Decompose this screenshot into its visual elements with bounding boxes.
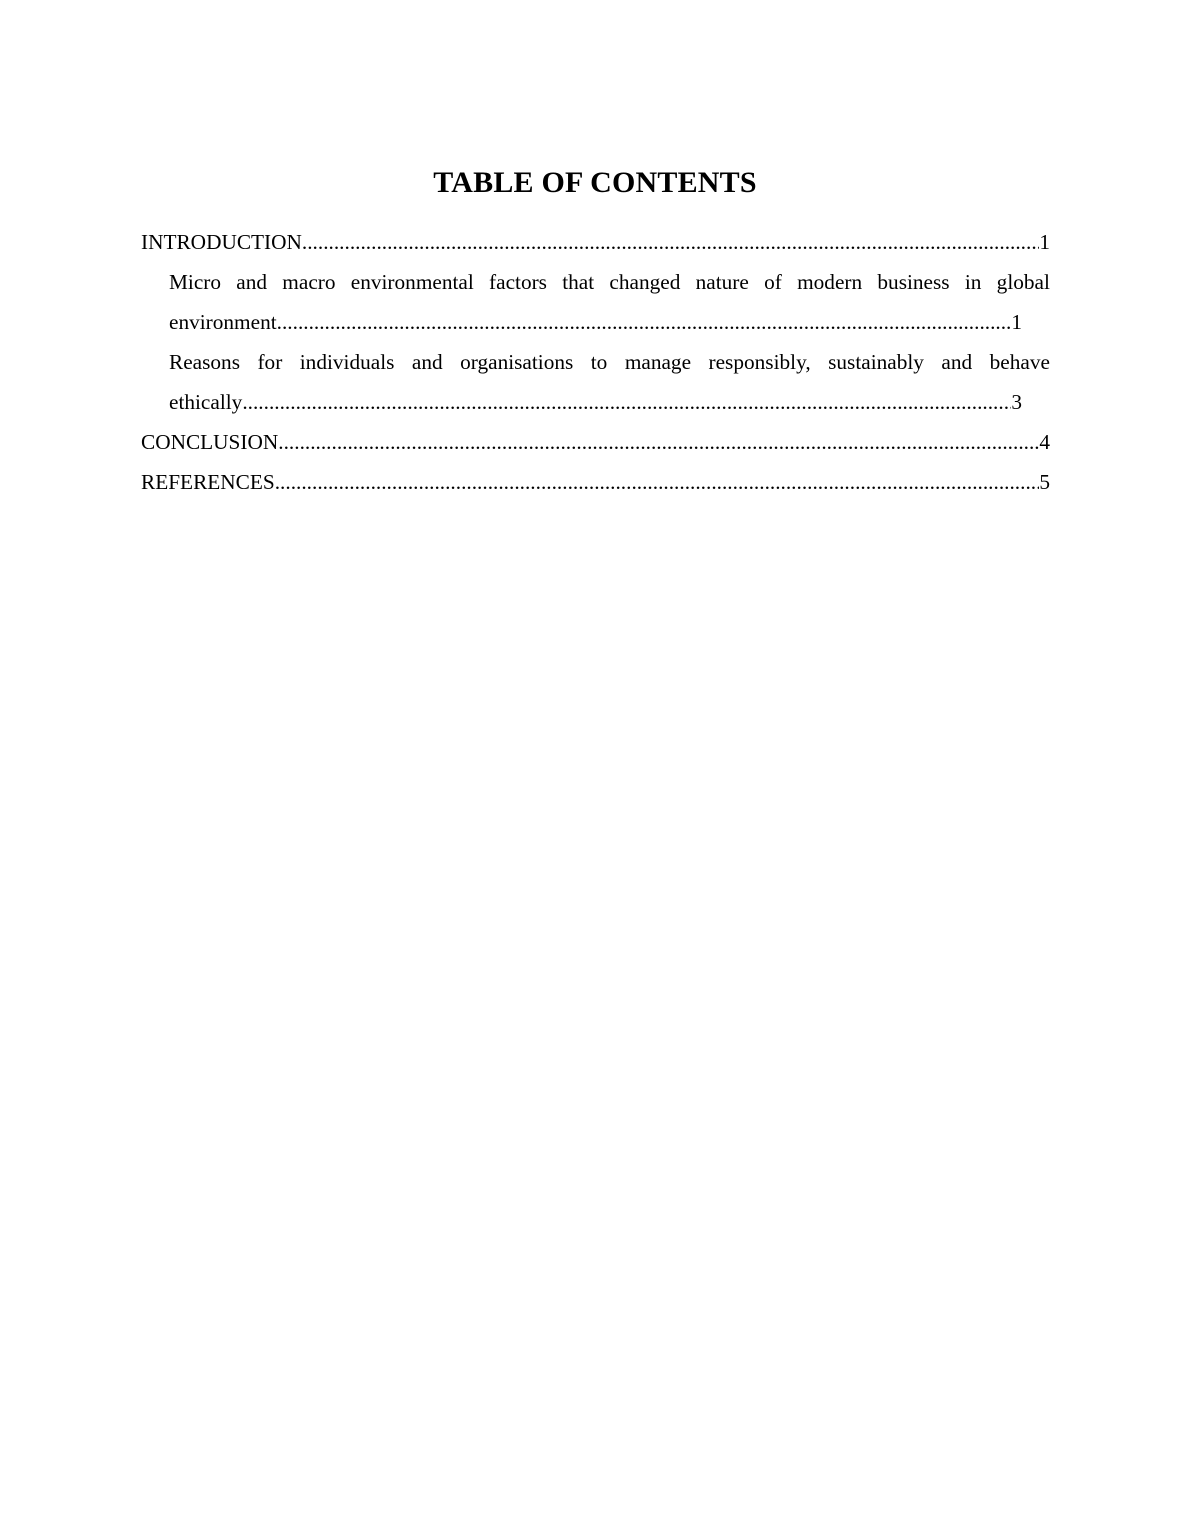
- toc-word: of: [764, 270, 782, 294]
- toc-word: to: [590, 350, 608, 374]
- toc-entry-label: environment: [169, 310, 277, 334]
- toc-word: modern: [797, 270, 863, 294]
- toc-word: macro: [282, 270, 336, 294]
- toc-entry-conclusion[interactable]: [141, 422, 1050, 462]
- toc-word: in: [964, 270, 982, 294]
- toc-entry-reasons-line2[interactable]: [169, 382, 1022, 422]
- toc-dot-leader: [302, 222, 1039, 262]
- toc-dot-leader: [242, 382, 1011, 422]
- toc-entry-references[interactable]: [141, 462, 1050, 502]
- toc-word: that: [562, 270, 595, 294]
- toc-page-number: 1: [1011, 310, 1022, 334]
- toc-entry-label: ethically: [169, 390, 243, 414]
- toc-title: TABLE OF CONTENTS: [433, 166, 757, 199]
- toc-word: environmental: [350, 270, 474, 294]
- toc-word: changed: [609, 270, 681, 294]
- toc-entry-micro-macro-line2[interactable]: [169, 302, 1022, 342]
- toc-word: organisations: [460, 350, 574, 374]
- toc-word: individuals: [299, 350, 395, 374]
- toc-entry-micro-macro-line1[interactable]: [169, 262, 1050, 302]
- toc-entry-label: REFERENCES: [141, 470, 275, 494]
- toc-word: Reasons: [169, 350, 240, 374]
- toc-word: and: [236, 270, 268, 294]
- toc-page-number: 5: [1039, 470, 1050, 494]
- toc-word: responsibly,: [708, 350, 811, 374]
- toc-word: and: [411, 350, 443, 374]
- toc-entry-label: INTRODUCTION: [141, 230, 302, 254]
- toc-page-number: 1: [1039, 230, 1050, 254]
- toc-page-number: 3: [1011, 390, 1022, 414]
- toc-dot-leader: [277, 302, 1012, 342]
- toc-word: for: [257, 350, 283, 374]
- toc-entry-introduction[interactable]: [141, 222, 1050, 262]
- toc-page-number: 4: [1039, 430, 1050, 454]
- toc-dot-leader: [275, 462, 1040, 502]
- toc-word: factors: [489, 270, 547, 294]
- toc-word: sustainably: [828, 350, 924, 374]
- toc-word: nature: [695, 270, 749, 294]
- toc-word: business: [877, 270, 950, 294]
- toc-word: behave: [989, 350, 1050, 374]
- toc-word: and: [941, 350, 973, 374]
- toc-entry-reasons-line1[interactable]: [169, 342, 1050, 382]
- toc-word: global: [996, 270, 1050, 294]
- toc-word: Micro: [169, 270, 222, 294]
- toc-dot-leader: [278, 422, 1039, 462]
- toc-entry-label: CONCLUSION: [141, 430, 279, 454]
- toc-word: manage: [624, 350, 692, 374]
